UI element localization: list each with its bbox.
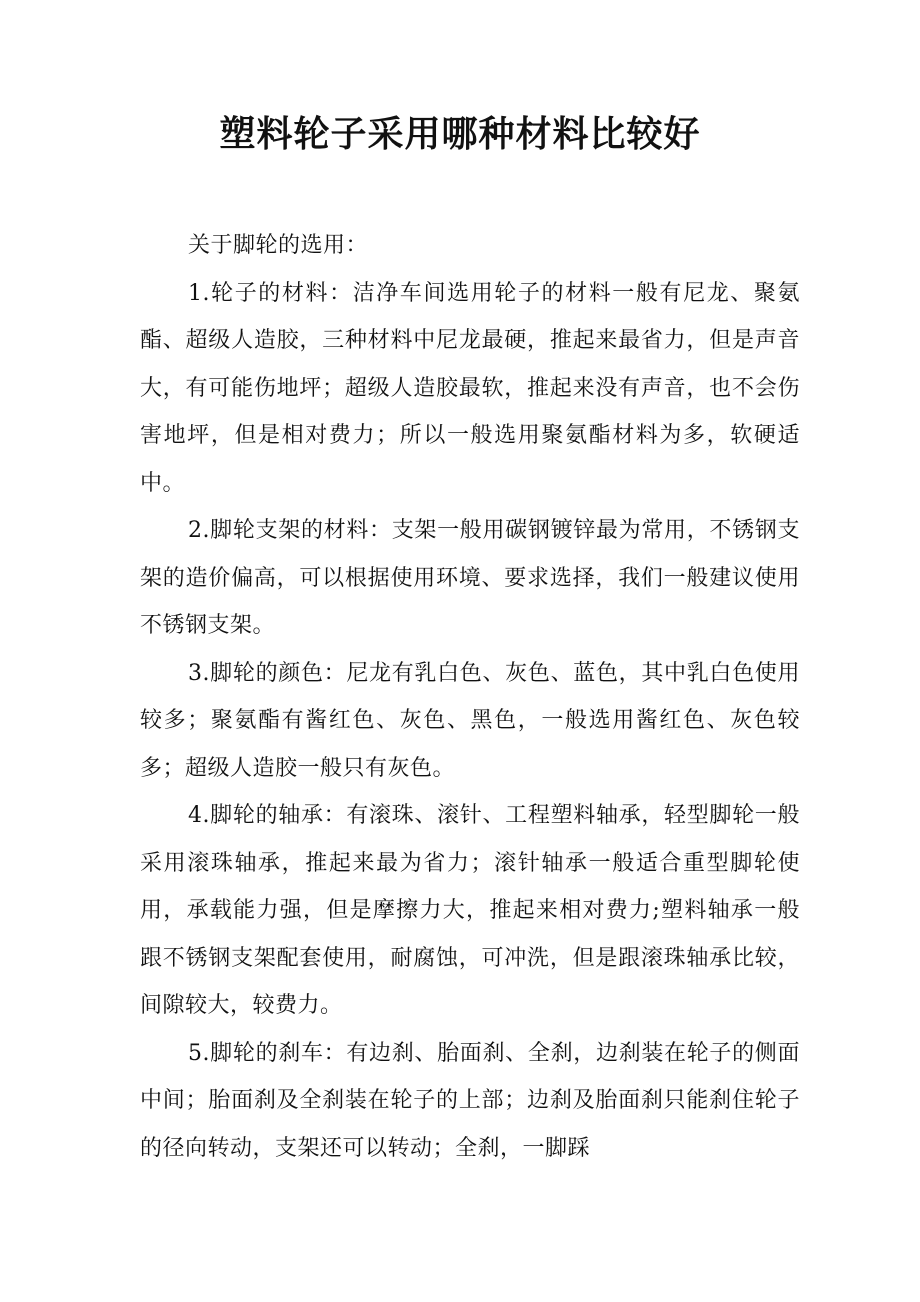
paragraph-bracket-material: 2.脚轮支架的材料：支架一般用碳钢镀锌最为常用，不锈钢支架的造价偏高，可以根据使用环境、要求选择，我们一般建议使用不锈钢支架。	[140, 518, 800, 638]
paragraph-caster-brake: 5.脚轮的刹车：有边刹、胎面刹、全刹，边刹装在轮子的侧面中间；胎面刹及全刹装在轮子的上部；边刹及胎面刹只能刹住轮子的径向转动，支架还可以转动；全刹，一脚踩	[140, 1040, 800, 1161]
paragraph-caster-color: 3.脚轮的颜色：尼龙有乳白色、灰色、蓝色，其中乳白色使用较多；聚氨酯有酱红色、灰色、黑色，一般选用酱红色、灰色较多；超级人造胶一般只有灰色。	[140, 660, 800, 781]
paragraph-caster-bearing: 4.脚轮的轴承：有滚珠、滚针、工程塑料轴承，轻型脚轮一般采用滚珠轴承，推起来最为省力；滚针轴承一般适合重型脚轮使用，承载能力强，但是摩擦力大，推起来相对费力;塑料轴承一般跟不锈钢支架配套使用，耐腐蚀，可冲洗，但是跟滚珠轴承比较，间隙较大，较费力。	[140, 803, 800, 1018]
document-title: 塑料轮子采用哪种材料比较好	[219, 114, 701, 155]
paragraph-intro: 关于脚轮的选用：	[188, 233, 369, 258]
paragraph-wheel-material: 1.轮子的材料：洁净车间选用轮子的材料一般有尼龙、聚氨酯、超级人造胶，三种材料中尼龙最硬，推起来最省力，但是声音大，有可能伤地坪；超级人造胶最软，推起来没有声音，也不会伤害地坪，但是相对费力；所以一般选用聚氨酯材料为多，软硬适中。	[140, 280, 800, 496]
document-body	[140, 222, 800, 1172]
